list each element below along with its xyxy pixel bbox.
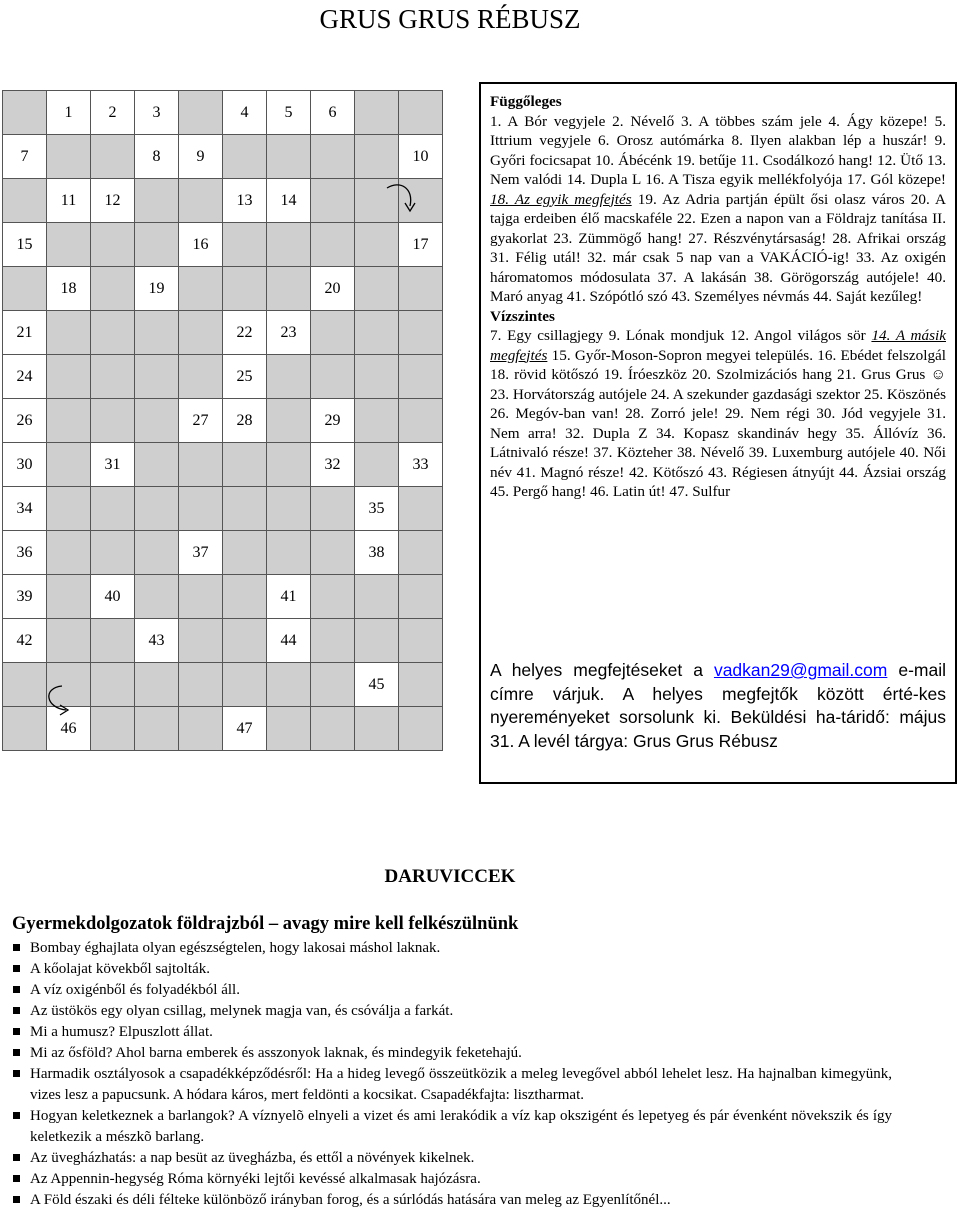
grid-cell-shaded[interactable] [47,311,91,355]
grid-cell[interactable]: 4 [223,91,267,135]
grid-cell[interactable]: 38 [355,531,399,575]
grid-cell-shaded[interactable] [399,311,443,355]
grid-cell-shaded[interactable] [47,399,91,443]
grid-cell-shaded[interactable] [135,663,179,707]
grid-cell-shaded[interactable] [355,619,399,663]
grid-cell-shaded[interactable] [135,223,179,267]
joke-item: Az üstökös egy olyan csillag, melynek magja van, és csóválja a farkát. [12,1001,892,1022]
grid-cell-shaded[interactable] [399,663,443,707]
grid-row [3,575,443,619]
grid-cell-shaded[interactable] [399,531,443,575]
grid-cell[interactable]: 26 [3,399,47,443]
solution-clue-1: 18. Az egyik megfejtés [490,190,632,208]
grid-cell-shaded[interactable] [223,575,267,619]
grid-cell[interactable]: 18 [47,267,91,311]
grid-cell-shaded[interactable] [223,443,267,487]
grid-cell-shaded[interactable] [91,399,135,443]
horizontal-clues [490,326,946,502]
grid-cell-shaded[interactable] [179,311,223,355]
grid-cell-shaded[interactable] [267,399,311,443]
horizontal-clues-part: 15. Győr-Moson-Sopron megyei település. 16. Ebédet felszolgál 18. rövid kötőszó 19. Íróeszköz 20. Szolmizációs hang 21. Grus Grus ☺ 23. Horvátország autójele 24. A szekunder gazdasági szektor 25. Köszönés 26. Megóv-ban van! 28. Zorró jele! 29. Nem régi 30. Jód vegyjele 31. Nem arra! 32. Dupla Z 34. Kopasz skandináv hegy 35. Állóvíz 36. Látnivaló része! 37. Közteher 38. Névelő 39. Luxemburg autójele 40. Női név 41. Magnó része! 42. Kötőszó 43. Régiesen átnyújt 44. Ázsiai ország 45. Pergő hang! 46. Latin út! 47. Sulfur [490,346,946,500]
grid-cell-shaded[interactable] [91,355,135,399]
grid-cell-shaded[interactable] [311,707,355,751]
grid-cell[interactable]: 27 [179,399,223,443]
grid-row [3,487,443,531]
grid-cell[interactable]: 23 [267,311,311,355]
grid-cell[interactable]: 12 [91,179,135,223]
grid-cell-shaded[interactable] [135,575,179,619]
grid-cell-shaded[interactable] [91,311,135,355]
grid-cell[interactable]: 1 [47,91,91,135]
grid-cell-shaded[interactable] [223,267,267,311]
grid-row [3,443,443,487]
grid-cell-shaded[interactable] [355,223,399,267]
grid-cell-shaded[interactable] [355,135,399,179]
grid-cell-shaded[interactable] [267,355,311,399]
vertical-clues [490,112,946,307]
grid-cell-shaded[interactable] [267,443,311,487]
grid-cell-shaded[interactable] [267,663,311,707]
joke-item: Bombay éghajlata olyan egészségtelen, hogy lakosai máshol laknak. [12,938,892,959]
grid-cell-shaded[interactable] [91,267,135,311]
page-title: GRUS GRUS RÉBUSZ [319,4,581,34]
grid-cell-shaded[interactable] [135,487,179,531]
grid-cell[interactable]: 28 [223,399,267,443]
grid-cell-shaded[interactable] [355,443,399,487]
grid-cell-shaded[interactable] [47,619,91,663]
grid-cell[interactable]: 33 [399,443,443,487]
grid-cell[interactable]: 15 [3,223,47,267]
grid-cell[interactable]: 6 [311,91,355,135]
grid-cell-shaded[interactable] [267,487,311,531]
grid-cell-shaded[interactable] [399,355,443,399]
grid-cell-shaded[interactable] [47,443,91,487]
contact-info [490,659,946,753]
grid-cell-shaded[interactable] [223,223,267,267]
grid-cell[interactable]: 40 [91,575,135,619]
grid-cell-shaded[interactable] [91,531,135,575]
grid-cell-shaded[interactable] [311,487,355,531]
grid-cell-shaded[interactable] [399,619,443,663]
grid-row [3,91,443,135]
grid-cell-shaded[interactable] [311,223,355,267]
grid-cell[interactable]: 7 [3,135,47,179]
grid-cell[interactable]: 19 [135,267,179,311]
grid-cell-shaded[interactable] [135,707,179,751]
grid-cell-shaded[interactable] [355,707,399,751]
grid-cell-shaded[interactable] [223,487,267,531]
grid-cell[interactable]: 17 [399,223,443,267]
vertical-heading: Függőleges [490,93,562,110]
contact-text: e-mail címre várjuk. A helyes megfejtők között érté-kes nyereményeket sorsolunk ki. Beküldési ha-táridő: május 31. A levél tárgya: Grus Grus Rébusz [490,660,946,751]
grid-cell-shaded[interactable] [91,619,135,663]
grid-cell[interactable]: 5 [267,91,311,135]
vertical-clues-part: 1. A Bór vegyjele 2. Névelő 3. A többes szám jele 4. Ágy közepe! 5. Ittrium vegyjele 6. Orosz autómárka 8. Ilyen alakban lép a huszár! 9. Győri focicsapat 10. Ábécénk 19. betűje 11. Csodálkozó hang! 12. Ütő 13. Nem valódi 14. Dupla L 16. A Tisza egyik mellékfolyója 17. Gól közepe! [490,112,946,188]
grid-cell-shaded[interactable] [355,311,399,355]
grid-cell[interactable]: 36 [3,531,47,575]
joke-item: A Föld északi és déli félteke különböző irányban forog, és a súrlódás hatására van meleg az Egyenlítőnél... [12,1190,892,1211]
joke-list [12,938,892,1211]
grid-cell[interactable]: 20 [311,267,355,311]
grid-cell[interactable]: 25 [223,355,267,399]
grid-cell-shaded[interactable] [47,135,91,179]
grid-cell-shaded[interactable] [135,311,179,355]
grid-row [3,619,443,663]
grid-cell-shaded[interactable] [179,443,223,487]
grid-cell-shaded[interactable] [311,531,355,575]
grid-cell[interactable]: 35 [355,487,399,531]
joke-item: Mi az ősföld? Ahol barna emberek és asszonyok laknak, és mindegyik feketehajú. [12,1043,892,1064]
grid-cell-shaded[interactable] [179,619,223,663]
grid-row [3,223,443,267]
section-title: DARUVICCEK [384,866,516,887]
grid-cell-shaded[interactable] [135,399,179,443]
grid-cell[interactable]: 2 [91,91,135,135]
grid-cell-shaded[interactable] [311,179,355,223]
grid-cell-shaded[interactable] [179,707,223,751]
grid-cell[interactable]: 13 [223,179,267,223]
grid-cell-shaded[interactable] [47,531,91,575]
grid-cell-shaded[interactable] [135,443,179,487]
grid-cell-shaded[interactable] [91,487,135,531]
grid-cell-shaded[interactable] [91,223,135,267]
email-link[interactable]: vadkan29@gmail.com [713,660,888,680]
grid-cell-shaded[interactable] [355,267,399,311]
grid-cell-shaded[interactable] [355,355,399,399]
grid-cell-shaded[interactable] [399,91,443,135]
curved-arrow-icon [40,682,76,718]
joke-item: Mi a humusz? Elpuszlott állat. [12,1022,892,1043]
grid-cell[interactable]: 43 [135,619,179,663]
grid-cell-shaded[interactable] [267,135,311,179]
grid-cell[interactable]: 11 [47,179,91,223]
grid-cell-shaded[interactable] [179,179,223,223]
vertical-clues-part: 19. Az Adria partján épült ősi olasz város 20. A tajga erdeiben élő macskaféle 22. Ezen a napon van a Földrajz tanítása II. gyakorlat 23. Zümmögő hang! 27. Részvénytársaság! 28. Afrikai ország 31. Félig utál! 32. már csak 5 nap van a VAKÁCIÓ-ig! 33. Az oxigén háromatomos módosulata 37. A lakásán 38. Görögország autójele! 40. Maró anyag 41. Szópótló szó 43. Személyes névmás 44. Saját kezűleg! [490,190,946,305]
grid-cell[interactable]: 31 [91,443,135,487]
joke-item: Harmadik osztályosok a csapadékképződésről: Ha a hideg levegő összeütközik a meleg levegővel abból lehelet lesz. Ha hajnalban kimegyünk, vizes lesz a papucsunk. A hódara káros, mert feldönti a kocsikat. Csapadékfajta: lisztharmat. [12,1064,892,1106]
horizontal-clues-part: 7. Egy csillagjegy 9. Lónak mondjuk 12. Angol világos sör [490,327,872,344]
grid-cell-shaded[interactable] [179,267,223,311]
grid-cell-shaded[interactable] [267,267,311,311]
grid-cell-shaded[interactable] [399,267,443,311]
grid-cell[interactable]: 44 [267,619,311,663]
grid-cell-shaded[interactable] [267,531,311,575]
grid-cell[interactable]: 16 [179,223,223,267]
grid-row [3,179,443,223]
grid-cell-shaded[interactable] [399,575,443,619]
grid-cell-shaded[interactable] [3,179,47,223]
grid-cell-shaded[interactable] [179,663,223,707]
grid-cell[interactable]: 29 [311,399,355,443]
section-subtitle: Gyermekdolgozatok földrajzból – avagy mire kell felkészülnünk [12,914,519,934]
contact-text: A helyes megfejtéseket a [490,660,714,680]
grid-cell[interactable]: 34 [3,487,47,531]
grid-cell-shaded[interactable] [91,135,135,179]
grid-cell-shaded[interactable] [311,663,355,707]
grid-cell-shaded[interactable] [399,487,443,531]
grid-cell-shaded[interactable] [311,135,355,179]
grid-cell-shaded[interactable] [223,135,267,179]
grid-cell[interactable]: 45 [355,663,399,707]
grid-cell-shaded[interactable] [355,91,399,135]
grid-cell-shaded[interactable] [355,575,399,619]
grid-cell-shaded[interactable] [179,355,223,399]
grid-row [3,531,443,575]
grid-cell-shaded[interactable] [179,487,223,531]
grid-cell-shaded[interactable] [47,487,91,531]
grid-cell[interactable]: 32 [311,443,355,487]
grid-cell-shaded[interactable] [47,575,91,619]
grid-cell[interactable]: 10 [399,135,443,179]
grid-cell[interactable]: 30 [3,443,47,487]
grid-row [3,135,443,179]
curved-arrow-icon [384,182,420,216]
grid-cell-shaded[interactable] [179,91,223,135]
grid-cell[interactable]: 42 [3,619,47,663]
grid-cell[interactable]: 47 [223,707,267,751]
grid-cell-shaded[interactable] [399,399,443,443]
grid-cell-shaded[interactable] [223,531,267,575]
horizontal-heading: Vízszintes [490,307,555,325]
grid-cell-shaded[interactable] [311,619,355,663]
grid-cell[interactable]: 24 [3,355,47,399]
grid-row [3,399,443,443]
grid-cell[interactable]: 3 [135,91,179,135]
grid-cell[interactable]: 46 [47,707,91,751]
grid-row [3,267,443,311]
joke-item: A kőolajat kövekből sajtolták. [12,959,892,980]
grid-cell[interactable]: 9 [179,135,223,179]
grid-cell[interactable]: 39 [3,575,47,619]
grid-cell-shaded[interactable] [267,223,311,267]
grid-cell-shaded[interactable] [179,575,223,619]
grid-cell[interactable]: 22 [223,311,267,355]
grid-cell-shaded[interactable] [91,707,135,751]
grid-cell-shaded[interactable] [3,267,47,311]
joke-item: A víz oxigénből és folyadékból áll. [12,980,892,1001]
grid-cell-shaded[interactable] [311,311,355,355]
grid-cell-shaded[interactable] [135,179,179,223]
grid-cell-shaded[interactable] [47,223,91,267]
grid-cell-shaded[interactable] [135,355,179,399]
grid-row [3,355,443,399]
solution-clue-2: 14. A másik megfejtés [490,327,946,364]
grid-cell[interactable]: 14 [267,179,311,223]
grid-cell[interactable]: 8 [135,135,179,179]
grid-cell-shaded[interactable] [355,399,399,443]
grid-row [3,311,443,355]
joke-item: Az üvegházhatás: a nap besüt az üvegházba, és ettől a növények kikelnek. [12,1148,892,1169]
grid-cell-shaded[interactable] [47,355,91,399]
grid-cell-shaded[interactable] [311,355,355,399]
grid-cell-shaded[interactable] [267,707,311,751]
grid-cell-shaded[interactable] [135,531,179,575]
grid-cell-shaded[interactable] [399,707,443,751]
grid-cell[interactable]: 37 [179,531,223,575]
grid-cell-shaded[interactable] [223,663,267,707]
grid-cell-shaded[interactable] [91,663,135,707]
joke-item: Hogyan keletkeznek a barlangok? A víznyelõ elnyeli a vizet és ami lerakódik a víz kap okszigént és lepetyeg és pár évenként növekszik és így keletkezik a mészkõ barlang. [12,1106,892,1148]
grid-cell-shaded[interactable] [3,91,47,135]
grid-cell[interactable]: 21 [3,311,47,355]
grid-cell-shaded[interactable] [223,619,267,663]
grid-cell[interactable]: 41 [267,575,311,619]
crossword-grid [2,90,443,751]
grid-cell-shaded[interactable] [311,575,355,619]
joke-item: Az Appennin-hegység Róma környéki lejtői kevéssé alkalmasak hajózásra. [12,1169,892,1190]
clue-text [490,92,946,502]
